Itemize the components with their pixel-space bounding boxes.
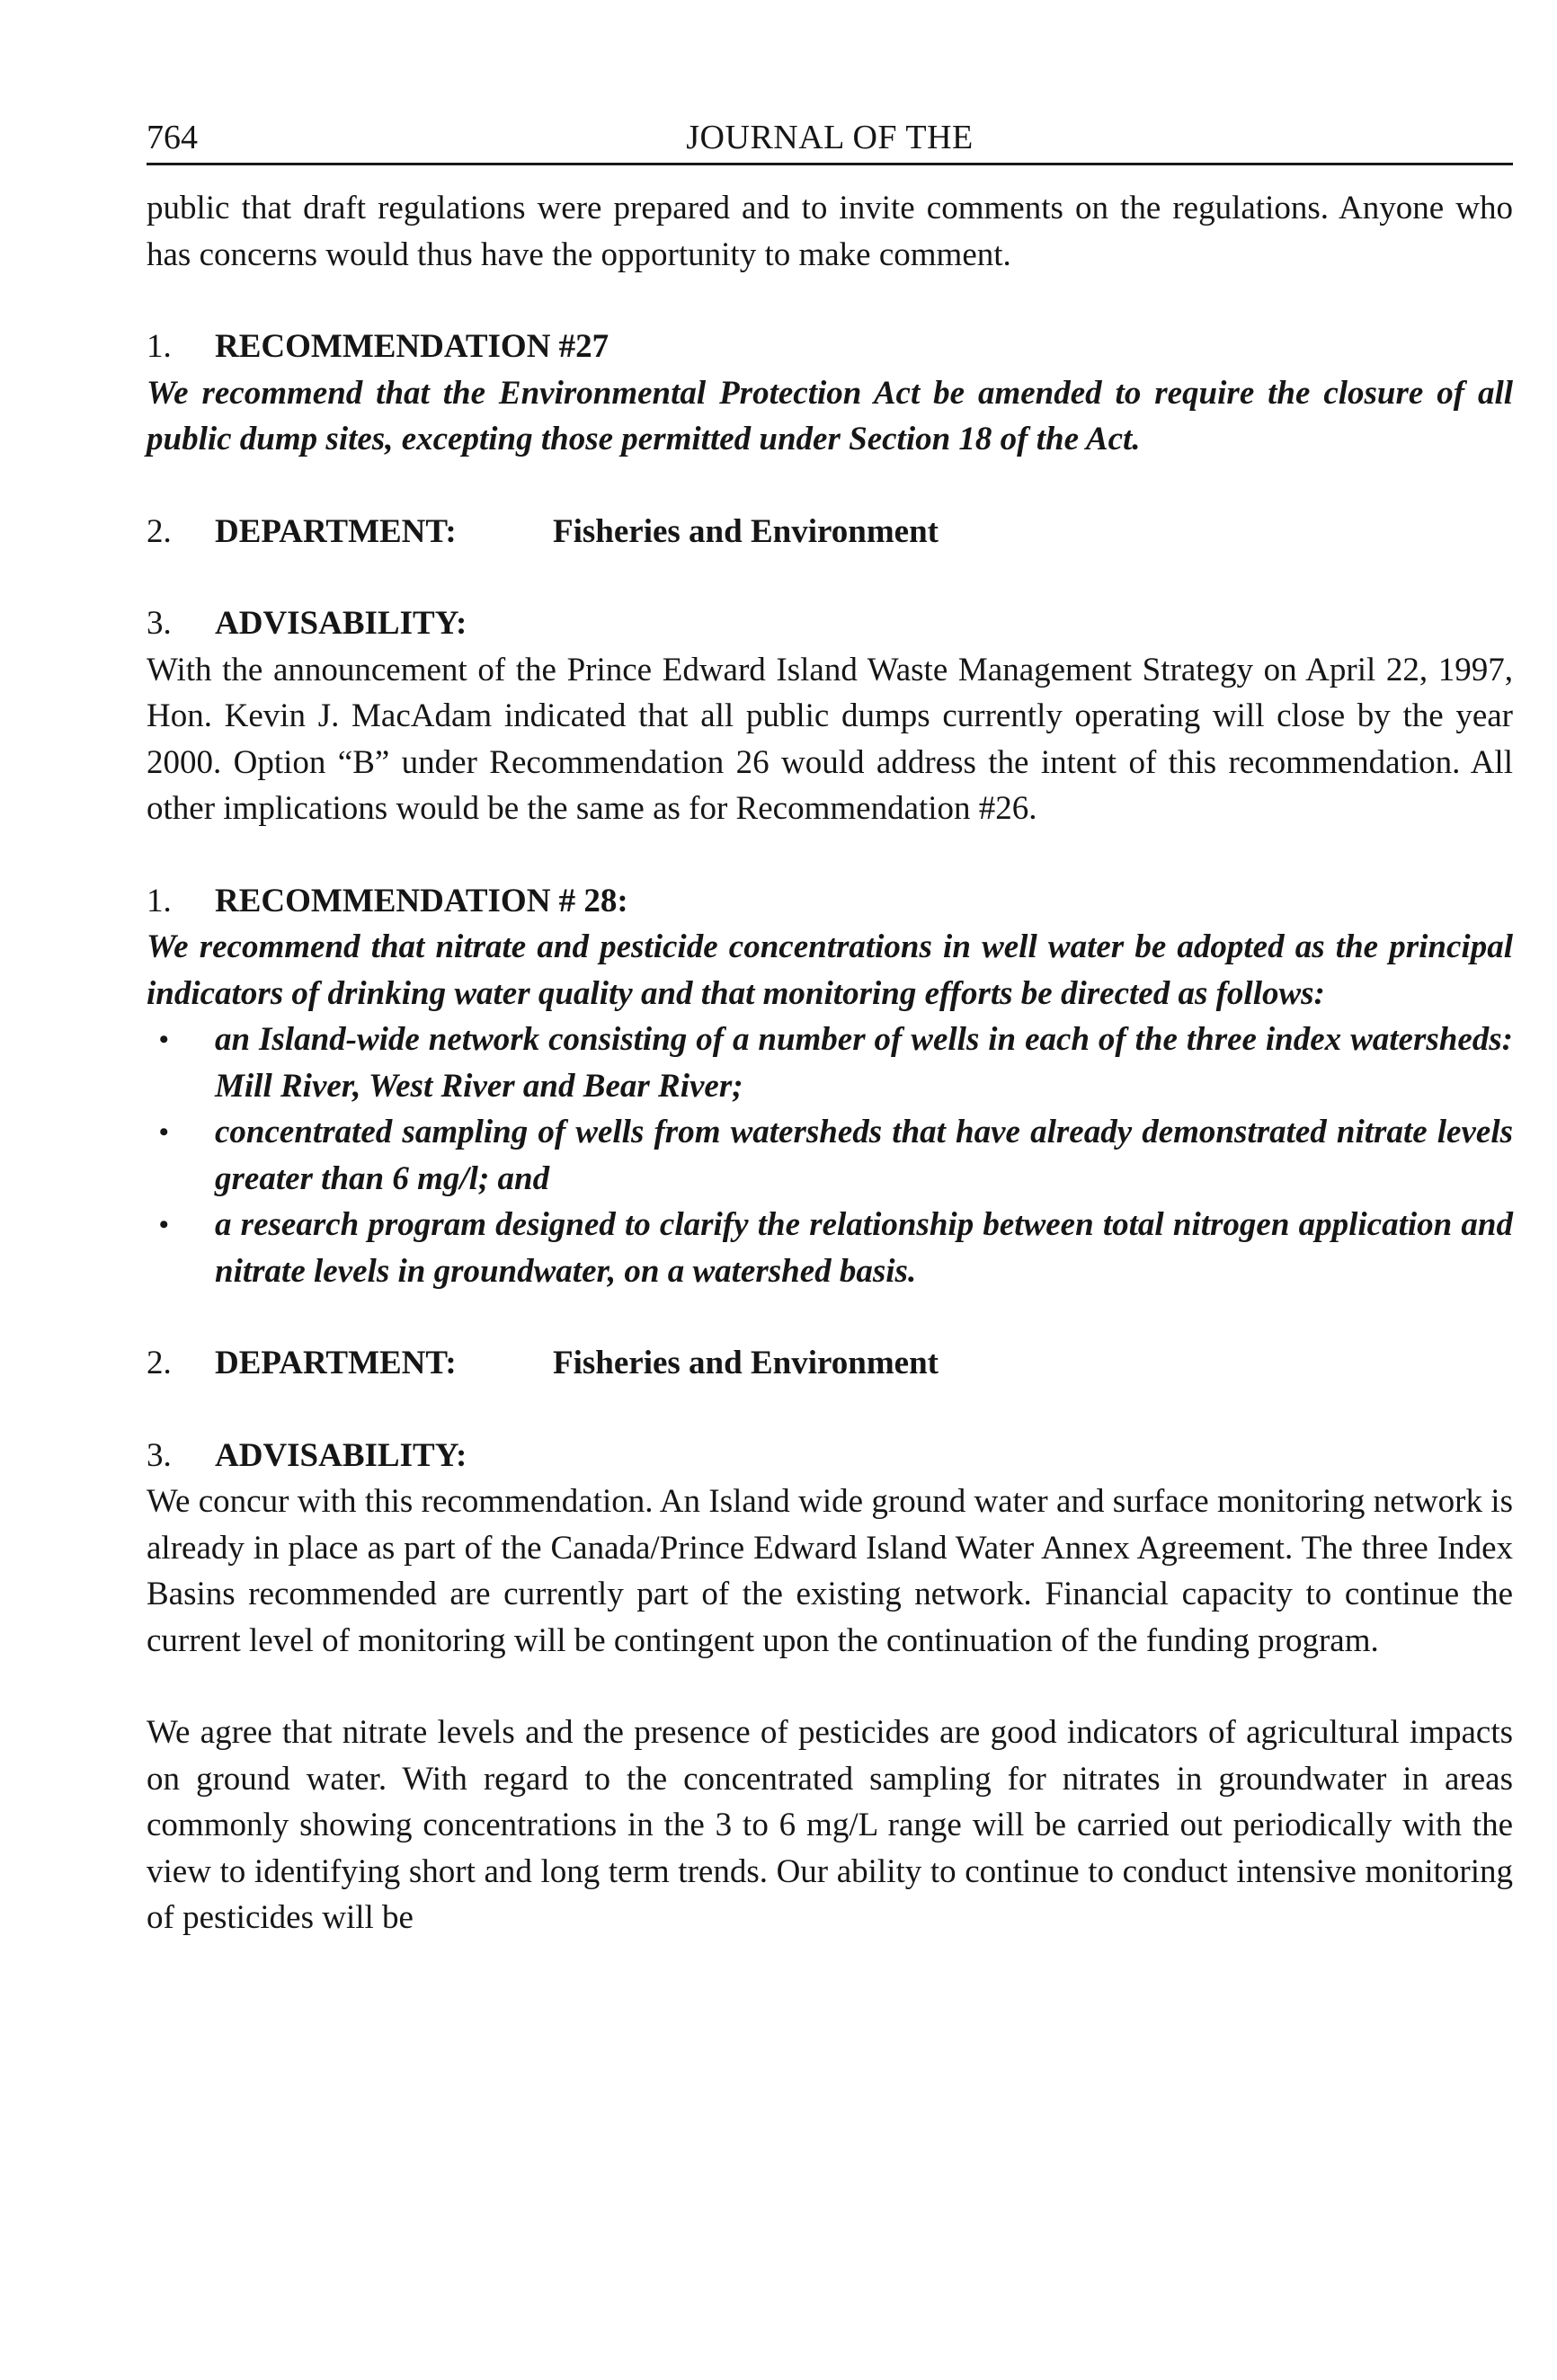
item-number: 1. <box>147 328 172 365</box>
recommendation-28-advisability-text-2: We agree that nitrate levels and the presence of pesticides are good indicators of agricultural impacts on ground water. With regard to the concentrated sampling for nitrates in groundwater in areas commonly showing concentrations in the 3 to 6 mg/L range will be carried out periodically with the view to identifying short and long term trends. Our ability to continue to conduct intensive monitoring of pesticides will be <box>147 1714 1513 1936</box>
bullet-text: a research program designed to clarify the relationship between total nitrogen application and nitrate levels in groundwater, on a watershed basis. <box>215 1206 1513 1290</box>
recommendation-28-department <box>147 1340 1513 1387</box>
advisability-label: ADVISABILITY: <box>215 1436 467 1474</box>
bullet-icon: • <box>159 1117 169 1147</box>
recommendation-27-text: We recommend that the Environmental Protection Act be amended to require the closure of all public dump sites, excepting those permitted under Section 18 of the Act. <box>147 374 1513 457</box>
list-item <box>147 1109 1513 1202</box>
recommendation-28-text: We recommend that nitrate and pesticide concentrations in well water be adopted as the principal indicators of drinking water quality and that monitoring efforts be directed as follows: <box>147 928 1513 1012</box>
heading-text: RECOMMENDATION #27 <box>215 328 609 365</box>
department-value: Fisheries and Environment <box>553 1345 939 1381</box>
recommendation-28-bullet-list <box>147 1017 1513 1294</box>
journal-title: JOURNAL OF THE <box>686 119 974 156</box>
heading-text: RECOMMENDATION # 28: <box>215 882 628 919</box>
list-item <box>147 1017 1513 1109</box>
page <box>147 112 1513 1941</box>
item-number: 1. <box>147 882 172 919</box>
page-header <box>147 112 1513 165</box>
recommendation-28-advisability-text-1: We concur with this recommendation. An Island wide ground water and surface monitoring network is already in place as part of the Canada/Prince Edward Island Water Annex Agreement. The three Index Basins recommended are currently part of the existing network. Financial capacity to continue the current level of monitoring will be contingent upon the continuation of the funding program. <box>147 1483 1513 1659</box>
recommendation-27-advisability-text: With the announcement of the Prince Edward Island Waste Management Strategy on April 22, 1997, Hon. Kevin J. MacAdam indicated that all public dumps currently operating will close by the year 2000. Option “B” under Recommendation 26 would address the intent of this recommendation. All other implications would be the same as for Recommendation #26. <box>147 651 1513 827</box>
department-value: Fisheries and Environment <box>553 512 939 550</box>
recommendation-27-advisability-heading <box>147 600 1513 647</box>
department-label: DEPARTMENT: <box>215 512 457 550</box>
intro-paragraph: public that draft regulations were prepared and to invite comments on the regulations. Anyone who has concerns would thus have the opportunity to make comment. <box>147 190 1513 273</box>
item-number: 2. <box>147 1345 172 1381</box>
list-item <box>147 1202 1513 1294</box>
page-content <box>147 185 1513 1941</box>
page-number: 764 <box>147 119 198 156</box>
department-label: DEPARTMENT: <box>215 1345 457 1381</box>
recommendation-27-department <box>147 509 1513 555</box>
bullet-icon: • <box>159 1025 169 1054</box>
item-number: 2. <box>147 512 172 550</box>
item-number: 3. <box>147 1436 172 1474</box>
item-number: 3. <box>147 605 172 642</box>
recommendation-27-heading <box>147 324 1513 370</box>
recommendation-28-advisability-heading <box>147 1433 1513 1479</box>
bullet-icon: • <box>159 1210 169 1239</box>
advisability-label: ADVISABILITY: <box>215 605 467 642</box>
bullet-text: an Island-wide network consisting of a number of wells in each of the three index watersheds: Mill River, West River and Bear River; <box>215 1021 1513 1105</box>
recommendation-28-heading <box>147 878 1513 925</box>
bullet-text: concentrated sampling of wells from watersheds that have already demonstrated nitrate levels greater than 6 mg/l; and <box>215 1114 1513 1197</box>
